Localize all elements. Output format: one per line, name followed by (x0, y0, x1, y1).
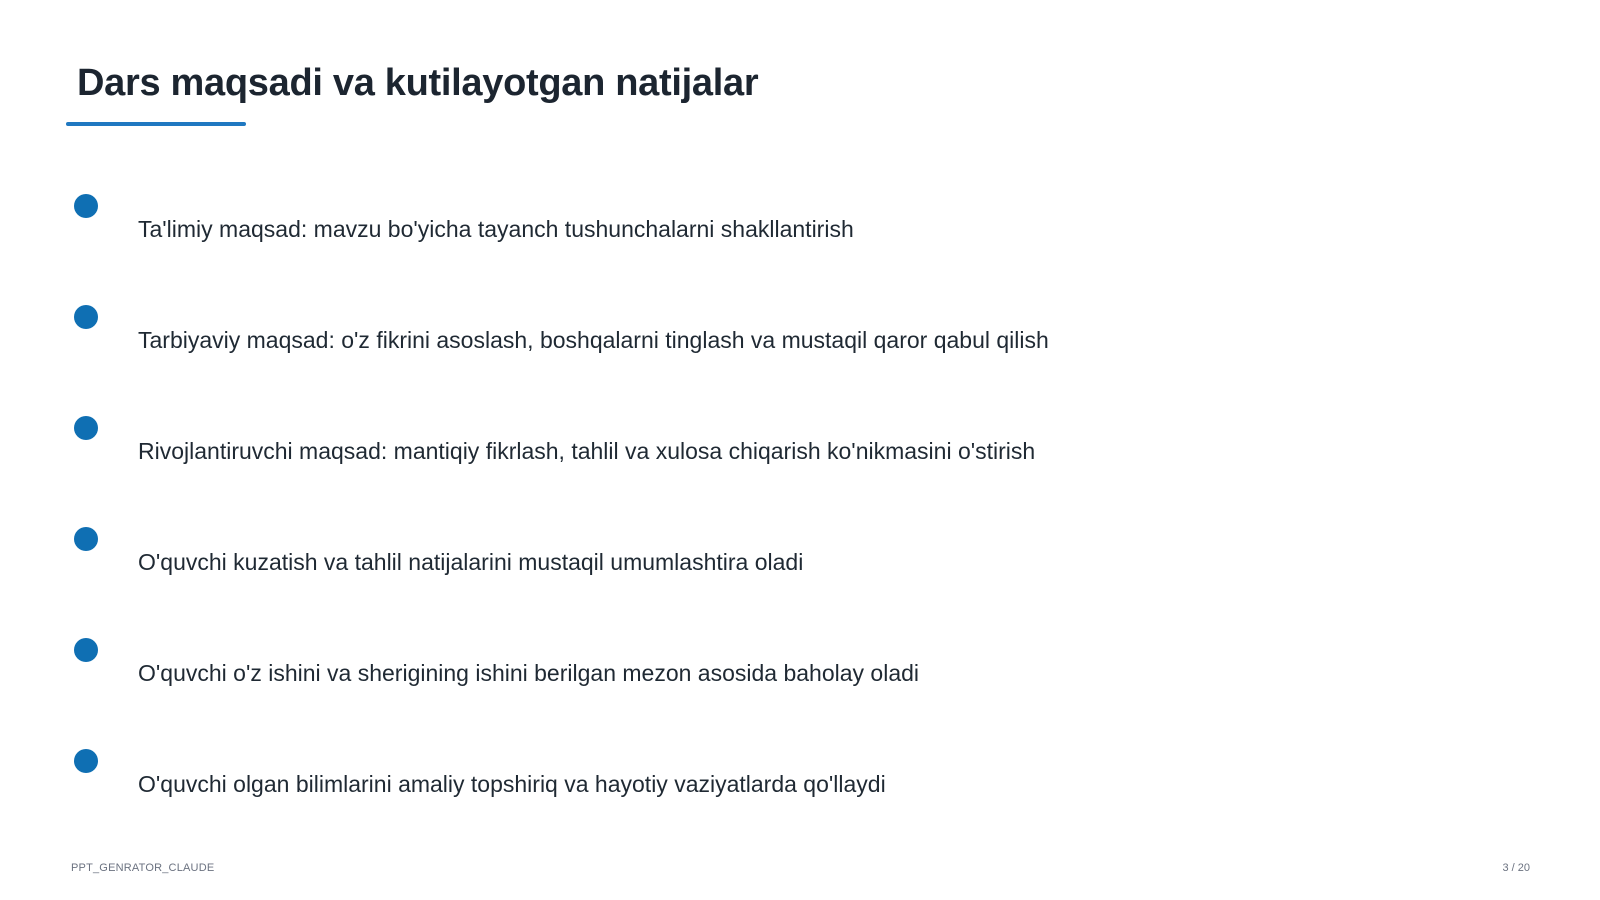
list-item (0, 749, 1600, 829)
bullet-dot-icon (74, 638, 98, 662)
bullet-dot-icon (74, 527, 98, 551)
bullet-text: Tarbiyaviy maqsad: o'z fikrini asoslash, boshqalarni tinglash va mustaqil qaror qabul qilish (138, 327, 1049, 353)
list-item (0, 305, 1600, 385)
bullet-dot-icon (74, 416, 98, 440)
bullet-dot-icon (74, 194, 98, 218)
bullet-text: O'quvchi o'z ishini va sherigining ishini berilgan mezon asosida baholay oladi (138, 660, 920, 686)
list-item (0, 638, 1600, 718)
list-item (0, 194, 1600, 274)
bullet-text: Rivojlantiruvchi maqsad: mantiqiy fikrlash, tahlil va xulosa chiqarish ko'nikmasini o'stirish (138, 438, 1036, 464)
bullet-dot-icon (74, 305, 98, 329)
list-item (0, 416, 1600, 496)
bullet-text: O'quvchi olgan bilimlarini amaliy topshiriq va hayotiy vaziyatlarda qo'llaydi (138, 771, 886, 797)
list-item (0, 527, 1600, 607)
footer-source: PPT_GENRATOR_CLAUDE (71, 862, 215, 874)
page-indicator: 3 / 20 (1502, 862, 1530, 874)
slide-title: Dars maqsadi va kutilayotgan natijalar (77, 62, 759, 104)
bullet-text: O'quvchi kuzatish va tahlil natijalarini mustaqil umumlashtira oladi (138, 549, 804, 575)
bullet-dot-icon (74, 749, 98, 773)
bullet-text: Ta'limiy maqsad: mavzu bo'yicha tayanch tushunchalarni shakllantirish (138, 216, 854, 242)
